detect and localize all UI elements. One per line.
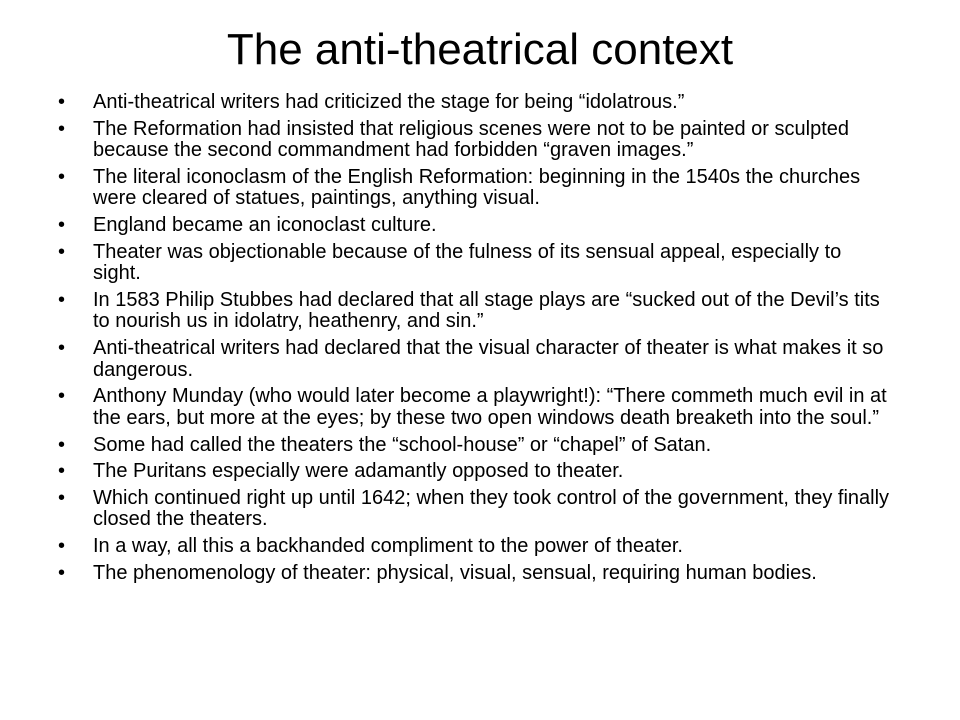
bullet-icon: • [58,288,66,311]
bullet-icon: • [58,535,66,558]
bullet-list [58,92,890,589]
bullet-icon: • [58,486,66,509]
bullet-icon: • [58,214,66,237]
bullet-icon: • [58,385,66,408]
bullet-item [58,563,890,585]
bullet-item [58,119,890,162]
bullet-text: The Reformation had insisted that religious scenes were not to be painted or sculpted because the second commandment had forbidden “graven images.” [93,117,849,162]
bullet-item [58,536,890,558]
bullet-icon: • [58,460,66,483]
bullet-text: Anti-theatrical writers had declared that the visual character of theater is what makes it so dangerous. [93,337,884,381]
bullet-item [58,215,890,237]
bullet-icon: • [58,165,66,188]
bullet-item [58,338,890,381]
bullet-text: Anthony Munday (who would later become a playwright!): “There commeth much evil in at the ears, but more at the eyes; by these two open windows death breaketh into the soul.” [93,385,887,429]
bullet-item [58,435,890,457]
bullet-icon: • [58,433,66,456]
bullet-item [58,167,890,210]
bullet-icon: • [58,337,66,360]
bullet-item [58,92,890,114]
bullet-item [58,386,890,429]
bullet-text: The Puritans especially were adamantly opposed to theater. [93,460,624,483]
bullet-text: Some had called the theaters the “school-house” or “chapel” of Satan. [93,433,712,456]
bullet-text: Which continued right up until 1642; when they took control of the government, they finally closed the theaters. [93,486,890,531]
bullet-icon: • [58,91,66,113]
bullet-text: Anti-theatrical writers had criticized the stage for being “idolatrous.” [93,91,685,113]
bullet-icon: • [58,561,66,584]
bullet-text: Theater was objectionable because of the fulness of its sensual appeal, especially to sight. [93,240,842,285]
bullet-text: In 1583 Philip Stubbes had declared that all stage plays are “sucked out of the Devil’s tits to nourish us in idolatry, heathenry, and sin.” [93,288,880,333]
bullet-text: The literal iconoclasm of the English Reformation: beginning in the 1540s the churches were cleared of statues, paintings, anything visual. [93,165,861,210]
bullet-text: England became an iconoclast culture. [93,214,437,237]
bullet-text: In a way, all this a backhanded compliment to the power of theater. [93,535,683,558]
bullet-item [58,242,890,285]
bullet-item [58,290,890,333]
bullet-text: The phenomenology of theater: physical, visual, sensual, requiring human bodies. [93,561,817,584]
slide-title: The anti-theatrical context [226,25,734,74]
bullet-icon: • [58,240,66,263]
bullet-icon: • [58,117,66,140]
bullet-item [58,488,890,531]
bullet-item [58,461,890,483]
